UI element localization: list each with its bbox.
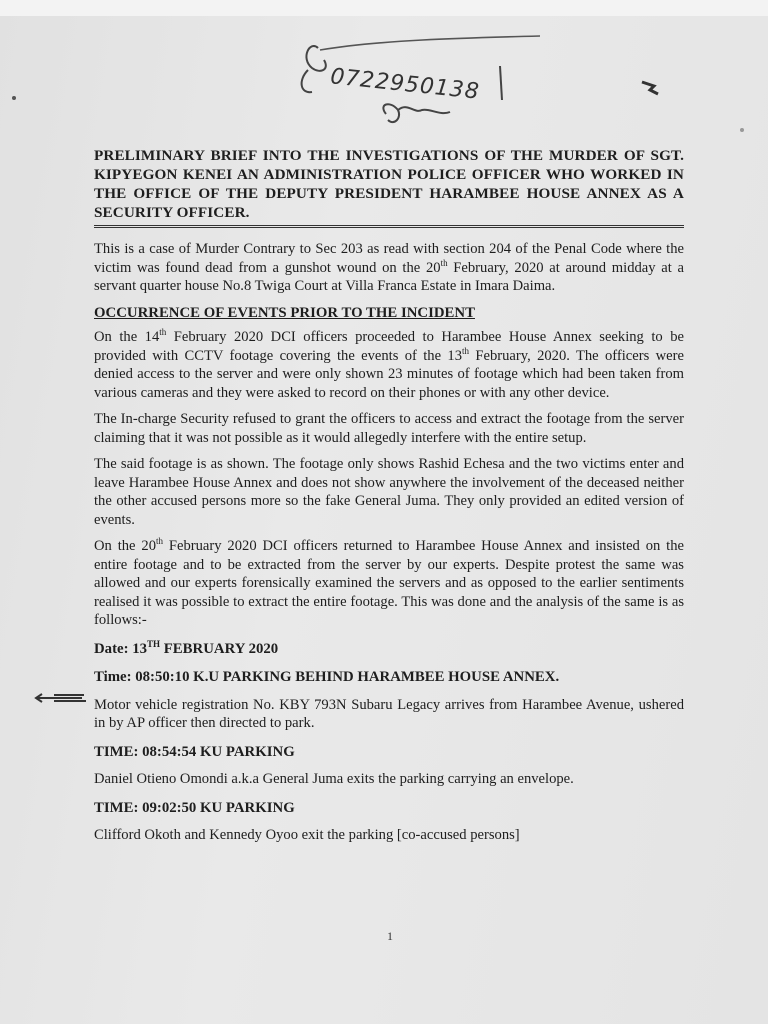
- document-body: [94, 146, 684, 853]
- section-heading: OCCURRENCE OF EVENTS PRIOR TO THE INCIDENT: [94, 304, 475, 321]
- document-title: PRELIMINARY BRIEF INTO THE INVESTIGATIONS OF THE MURDER OF SGT. KIPYEGON KENEI AN ADMINISTRATION POLICE OFFICER WHO WORKED IN THE OFFICE OF THE DEPUTY PRESIDENT HARAMBEE HOUSE ANNEX AS A SECURITY OFFICER.: [94, 147, 684, 221]
- paragraph-footage-shown: The said footage is as shown. The footage only shows Rashid Echesa and the two victims enter and leave Harambee House Annex and does not show anywhere the involvement of the deceased neither the other accused persons more so the fake General Juma. They only provided an edited version of events.: [94, 456, 684, 528]
- intro-paragraph: This is a case of Murder Contrary to Sec 203 as read with section 204 of the Penal Code where the victim was found dead from a gunshot wound on the 20th February, 2020 at around midday at a servant quarter house No.8 Twiga Court at Villa Franca Estate in Imara Daima.: [94, 241, 685, 294]
- paragraph-first-visit: On the 14th February 2020 DCI officers proceeded to Harambee House Annex seeking to be provided with CCTV footage covering the events of the 13th February, 2020. The officers were denied access to the server and were only shown 23 minutes of footage which had been taken from various cameras and they were asked to record on their phones or with any other device.: [94, 327, 684, 401]
- paragraph-second-visit: On the 20th February 2020 DCI officers returned to Harambee House Annex and insisted on the entire footage and to be extracted from the server by our experts. Despite protest the same was allowed and our experts forensically examined the servers and as opposed to the earlier sentiments realised it was possible to extract the entire footage. This was done and the analysis of the same is as follows:-: [94, 536, 684, 628]
- entry-heading: TIME: 08:54:54 KU PARKING: [94, 743, 295, 760]
- page-top-edge: [0, 0, 768, 16]
- entry-body: Motor vehicle registration No. KBY 793N Subaru Legacy arrives from Harambee Avenue, ushered in by AP officer then directed to park.: [94, 696, 684, 731]
- handwritten-arrow: [34, 690, 90, 706]
- scan-speck: [740, 128, 744, 132]
- pen-mark: [640, 78, 662, 96]
- paragraph-security-refusal: The In-charge Security refused to grant the officers to access and extract the footage from the server claiming that it was not possible as it would allegedly interfere with the entire setup.: [94, 411, 684, 446]
- entry-body: Daniel Otieno Omondi a.k.a General Juma exits the parking carrying an envelope.: [94, 771, 574, 787]
- entry-heading: TIME: 09:02:50 KU PARKING: [94, 799, 295, 816]
- scan-speck: [12, 96, 16, 100]
- page-number: 1: [387, 929, 393, 943]
- entry-body: Clifford Okoth and Kennedy Oyoo exit the parking [co-accused persons]: [94, 827, 520, 843]
- title-double-rule: [94, 225, 684, 228]
- entry-heading: Time: 08:50:10 K.U PARKING BEHIND HARAMBEE HOUSE ANNEX.: [94, 669, 560, 685]
- handwritten-phone-number: 0722950138: [329, 64, 481, 105]
- date-heading: Date: 13TH FEBRUARY 2020: [94, 638, 279, 657]
- handwritten-annotation: [290, 30, 570, 140]
